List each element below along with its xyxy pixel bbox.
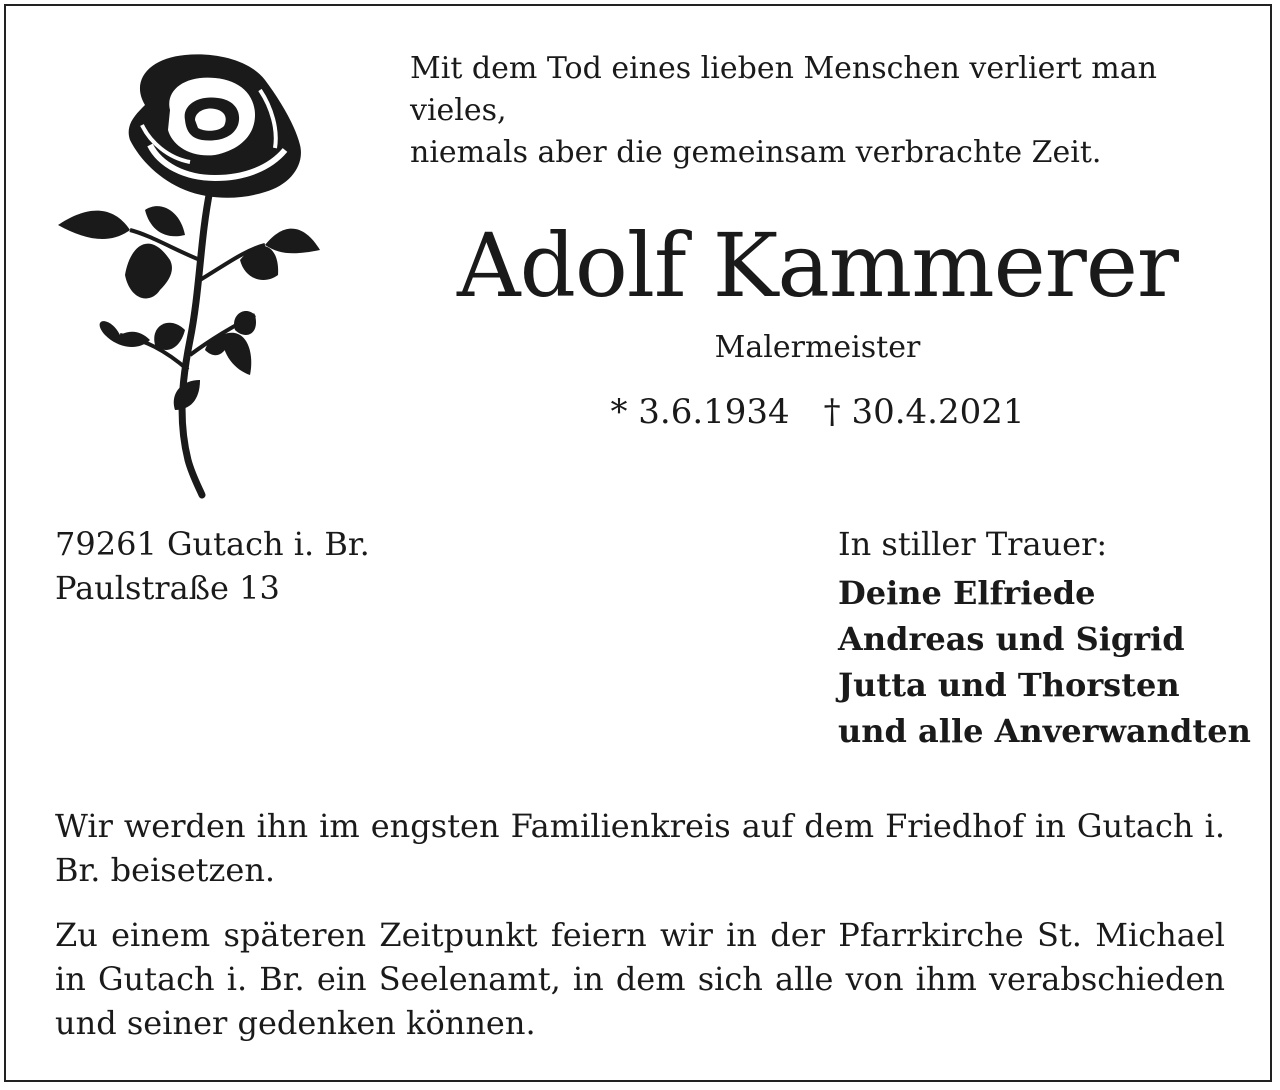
address-city: 79261 Gutach i. Br. [55,525,370,563]
mourners-list [838,570,1251,754]
deceased-name: Adolf Kammerer [457,214,1178,317]
death-date: † 30.4.2021 [823,392,1025,432]
memorial-quote [410,48,1250,174]
rose-icon [50,50,325,500]
mourner-name: Jutta und Thorsten [838,666,1180,704]
quote-line: Mit dem Tod eines lieben Menschen verliert man vieles, [410,51,1157,128]
mourner-name: und alle Anverwandten [838,712,1251,750]
family-address [55,522,370,610]
address-street: Paulstraße 13 [55,569,280,607]
burial-notice: Wir werden ihn im engsten Familienkreis auf dem Friedhof in Gutach i. Br. beisetzen. [55,807,1225,889]
birth-date: * 3.6.1934 [610,392,790,432]
mourning-block [838,522,1251,754]
mourner-name: Andreas und Sigrid [838,620,1185,658]
mourner-name: Deine Elfriede [838,574,1096,612]
quote-line: niemals aber die gemeinsam verbrachte Zeit. [410,135,1102,170]
life-dates [410,390,1225,434]
service-notice: Zu einem späteren Zeitpunkt feiern wir in der Pfarrkirche St. Michael in Gutach i. Br. ein Seelenamt, in dem sich alle von ihm verabschieden und seiner gedenken können. [55,916,1225,1042]
mourning-heading: In stiller Trauer: [838,525,1108,563]
deceased-profession: Malermeister [714,330,921,365]
